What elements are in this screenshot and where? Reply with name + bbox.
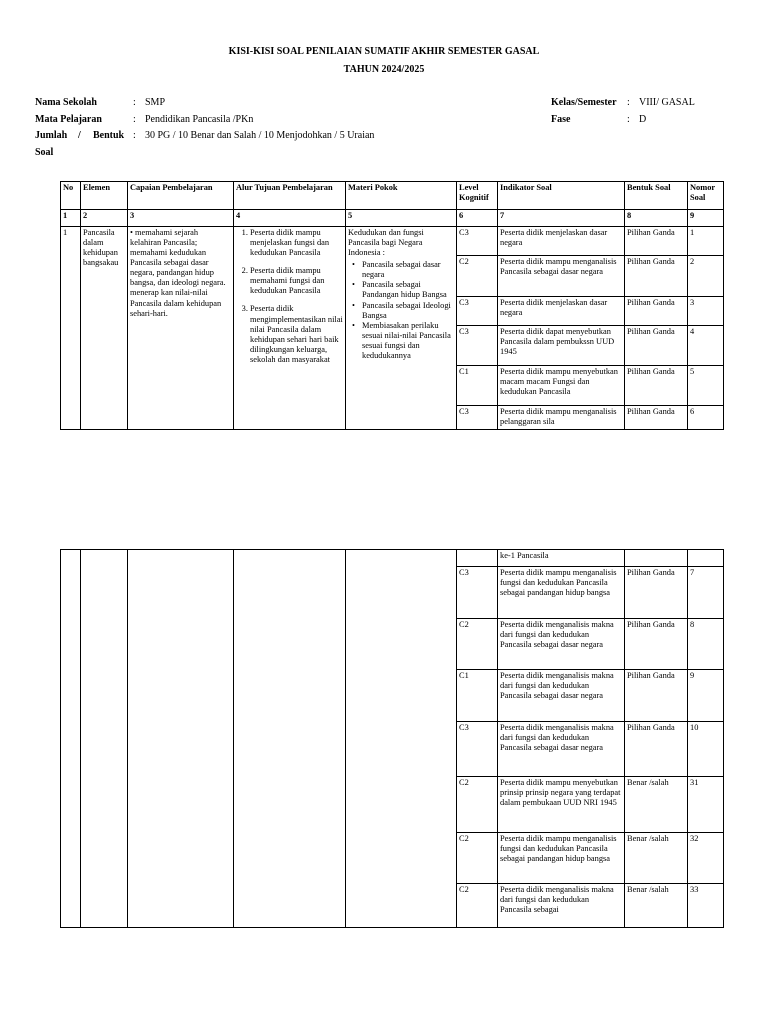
level-cell: C3 [457,297,498,326]
indikator-cell: Peserta didik menjelaskan dasar negara [498,227,625,256]
bentuk-label: Bentuk [93,130,125,141]
nomor-cell: 4 [688,326,724,366]
empty-cell [625,550,688,567]
materi-intro: Kedudukan dan fungsi Pancasila bagi Negara Indonesia : [348,228,424,258]
nomor-cell: 32 [688,833,724,884]
nomor-cell: 2 [688,256,724,297]
alur-item: 2. Peserta didik mampu memahami fungsi dan kedudukan Pancasila [250,266,343,296]
bentuk-cell: Pilihan Ganda [625,406,688,430]
bentuk-cell: Pilihan Ganda [625,567,688,619]
materi-item: • Pancasila sebagai dasar negara [362,260,454,280]
colon: : [133,114,136,125]
bentuk-cell: Benar /salah [625,833,688,884]
indikator-cell: Peserta didik menganalisis makna dari fungsi dan kedudukan Pancasila sebagai dasar negara [498,670,625,722]
alur-list [236,228,343,365]
indikator-cell: Peserta didik mampu menganalisis fungsi dan kedudukan Pancasila sebagai pandangan hidup bangsa [498,567,625,619]
level-cell: C2 [457,884,498,928]
level-cell: C2 [457,833,498,884]
nomor-cell: 10 [688,722,724,777]
bentuk-cell: Benar /salah [625,777,688,833]
bentuk-cell: Pilihan Ganda [625,256,688,297]
empty-cell [61,550,81,928]
document-title: KISI-KISI SOAL PENILAIAN SUMATIF AKHIR SEMESTER GASAL [228,46,540,57]
colon: : [627,97,630,108]
empty-cell [128,550,234,928]
soal-label: Soal [35,147,54,158]
indikator-cell: Peserta didik mampu menganalisis pelanggaran sila [498,406,625,430]
nomor-cell: 9 [688,670,724,722]
level-cell: C3 [457,567,498,619]
mapel-label: Mata Pelajaran [35,114,102,125]
level-cell: C1 [457,366,498,406]
bentuk-cell: Pilihan Ganda [625,722,688,777]
indikator-cell: Peserta didik menganalisis makna dari fungsi dan kedudukan Pancasila sebagai dasar negara [498,722,625,777]
column-number: 7 [498,210,625,227]
bentuk-cell: Pilihan Ganda [625,326,688,366]
bentuk-cell: Pilihan Ganda [625,619,688,670]
empty-cell [234,550,346,928]
nomor-cell: 31 [688,777,724,833]
header-indikator: Indikator Soal [498,182,625,210]
header-nomor: Nomor Soal [688,182,724,210]
column-number: 2 [81,210,128,227]
bentuk-cell: Pilihan Ganda [625,670,688,722]
header-no: No [61,182,81,210]
nomor-cell: 7 [688,567,724,619]
document-year: TAHUN 2024/2025 [343,64,425,75]
alur-item: 1. Peserta didik mampu menjelaskan fungsi dan kedudukan Pancasila [250,228,343,258]
level-cell: C3 [457,722,498,777]
indikator-cell: Peserta didik mampu menganalisis Pancasila sebagai dasar negara [498,256,625,297]
nomor-cell: 6 [688,406,724,430]
indikator-cell: Peserta didik mampu menganalisis fungsi dan kedudukan Pancasila sebagai pandangan hidup bangsa [498,833,625,884]
sekolah-label: Nama Sekolah [35,97,97,108]
colon: : [133,130,136,141]
nomor-cell: 33 [688,884,724,928]
fase-value: D [639,114,647,125]
colon: : [133,97,136,108]
header-level: Level Kognitif [457,182,498,210]
alur-cell [234,227,346,430]
table-header-row [61,182,724,210]
column-number: 1 [61,210,81,227]
column-number: 6 [457,210,498,227]
level-cell: C1 [457,670,498,722]
bentuk-cell: Pilihan Ganda [625,366,688,406]
indikator-cell: Peserta didik mampu menyebutkan prinsip prinsip negara yang terdapat dalam pembukaan UUD NRI 1945 [498,777,625,833]
header-materi: Materi Pokok [346,182,457,210]
mapel-value: Pendidikan Pancasila /PKn [145,114,254,125]
level-cell: C2 [457,777,498,833]
indikator-cell: Peserta didik mampu menyebutkan macam macam Fungsi dan kedudukan Pancasila [498,366,625,406]
empty-cell [346,550,457,928]
header-elemen: Elemen [81,182,128,210]
level-cell: C2 [457,619,498,670]
colon: : [627,114,630,125]
kelas-value: VIII/ GASAL [639,97,695,108]
materi-cell [346,227,457,430]
level-cell: C3 [457,326,498,366]
column-number: 3 [128,210,234,227]
alur-item: 3. Peserta didik mengimplementasikan nilai nilai Pancasila dalam kehidupan sehari hari baik dilingkungan keluarga, sekolah dan masyarakat [250,304,343,364]
materi-item: • Pancasila sebagai Ideologi Bangsa [362,301,454,321]
indikator-cell: Peserta didik menjelaskan dasar negara [498,297,625,326]
jumlah-separator: / [78,130,81,141]
column-number-row [61,210,724,227]
level-cell: C2 [457,256,498,297]
level-cell: C3 [457,227,498,256]
nomor-cell: 8 [688,619,724,670]
kelas-label: Kelas/Semester [551,97,617,108]
table-row [61,227,724,256]
elemen-cell: Pancasila dalam kehidupan bangsakau [81,227,128,430]
indikator-cell: Peserta didik dapat menyebutkan Pancasila dalam pembukssn UUD 1945 [498,326,625,366]
header-alur: Alur Tujuan Pembelajaran [234,182,346,210]
sekolah-value: SMP [145,97,166,108]
nomor-cell: 3 [688,297,724,326]
capaian-cell: • memahami sejarah kelahiran Pancasila; memahami kedudukan Pancasila sebagai dasar negara, pandangan hidup bangsa, dan ideologi negara. menerap kan nilai-nilai Pancasila dalam kehidupan sehari-hari. [128,227,234,430]
nomor-cell: 5 [688,366,724,406]
materi-list [348,260,454,361]
nomor-cell: 1 [688,227,724,256]
kisi-kisi-table-continued [60,549,724,928]
kisi-kisi-table [60,181,724,430]
level-cell: C3 [457,406,498,430]
jumlah-label: Jumlah [35,130,68,141]
row-no: 1 [61,227,81,430]
header-bentuk: Bentuk Soal [625,182,688,210]
column-number: 8 [625,210,688,227]
bentuk-cell: Pilihan Ganda [625,297,688,326]
empty-cell [81,550,128,928]
bentuk-cell: Benar /salah [625,884,688,928]
table-row [61,550,724,567]
indikator-continuation: ke-1 Pancasila [498,550,625,567]
indikator-cell: Peserta didik menganalisis makna dari fungsi dan kedudukan Pancasila sebagai [498,884,625,928]
fase-label: Fase [551,114,571,125]
jumlah-value: 30 PG / 10 Benar dan Salah / 10 Menjodohkan / 5 Uraian [145,130,375,141]
bentuk-cell: Pilihan Ganda [625,227,688,256]
column-number: 4 [234,210,346,227]
materi-item: • Membiasakan perilaku sesuai nilai-nilai Pancasila sesuai fungsi dan kedudukannya [362,321,454,361]
empty-cell [457,550,498,567]
header-capaian: Capaian Pembelajaran [128,182,234,210]
materi-item: • Pancasila sebagai Pandangan hidup Bangsa [362,280,454,300]
empty-cell [688,550,724,567]
column-number: 5 [346,210,457,227]
indikator-cell: Peserta didik menganalisis makna dari fungsi dan kedudukan Pancasila sebagai dasar negara [498,619,625,670]
column-number: 9 [688,210,724,227]
